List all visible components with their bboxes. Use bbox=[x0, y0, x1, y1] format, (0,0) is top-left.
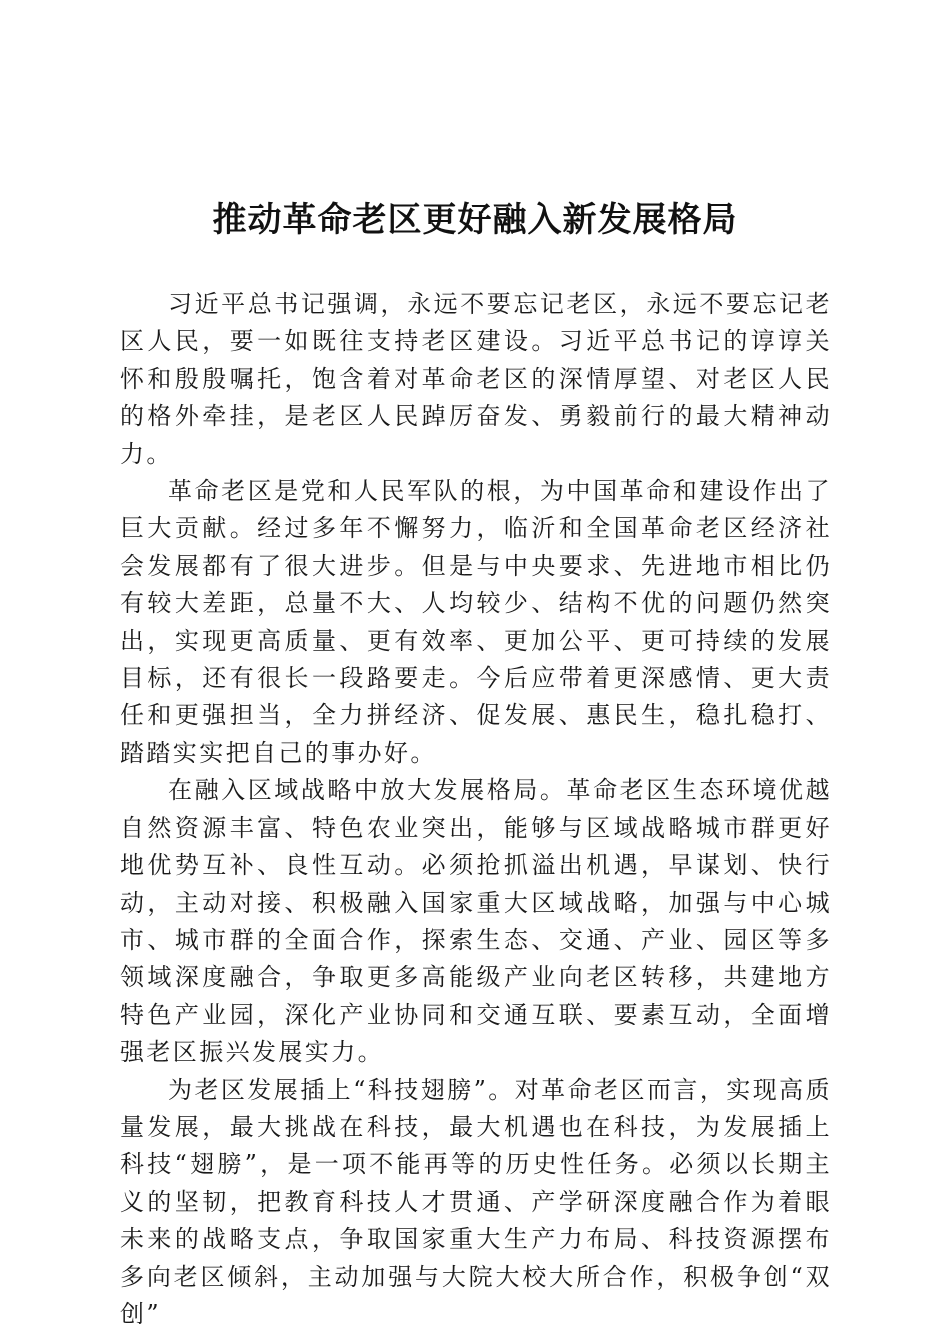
paragraph: 在融入区域战略中放大发展格局。革命老区生态环境优越自然资源丰富、特色农业突出，能够与区域战略城市群更好地优势互补、良性互动。必须抢抓溢出机遇，早谋划、快行动，主动对接、积极融入国家重大区域战略，加强与中心城市、城市群的全面合作，探索生态、交通、产业、园区等多领域深度融合，争取更多高能级产业向老区转移，共建地方特色产业园，深化产业协同和交通互联、要素互动，全面增强老区振兴发展实力。 bbox=[120, 776, 832, 1067]
paragraph: 革命老区是党和人民军队的根，为中国革命和建设作出了巨大贡献。经过多年不懈努力，临沂和全国革命老区经济社会发展都有了很大进步。但是与中央要求、先进地市相比仍有较大差距，总量不大、人均较少、结构不优的问题仍然突出，实现更高质量、更有效率、更加公平、更可持续的发展目标，还有很长一段路要走。今后应带着更深感情、更大责任和更强担当，全力拼经济、促发展、惠民生，稳扎稳打、踏踏实实把自己的事办好。 bbox=[120, 477, 832, 767]
paragraph: 习近平总书记强调，永远不要忘记老区，永远不要忘记老区人民，要一如既往支持老区建设。习近平总书记的谆谆关怀和殷殷嘱托，饱含着对革命老区的深情厚望、对老区人民的格外牵挂，是老区人民踔厉奋发、勇毅前行的最大精神动力。 bbox=[120, 290, 832, 468]
document-title: 推动革命老区更好融入新发展格局 bbox=[212, 200, 738, 240]
document-body bbox=[120, 286, 832, 1333]
paragraph: 为老区发展插上“科技翅膀”。对革命老区而言，实现高质量发展，最大挑战在科技，最大机遇也在科技，为发展插上科技“翅膀”，是一项不能再等的历史性任务。必须以长期主义的坚韧，把教育科技人才贯通、产学研深度融合作为着眼未来的战略支点，争取国家重大生产力布局、科技资源摆布多向老区倾斜，主动加强与大院大校大所合作，积极争创“双创” bbox=[120, 1075, 832, 1328]
